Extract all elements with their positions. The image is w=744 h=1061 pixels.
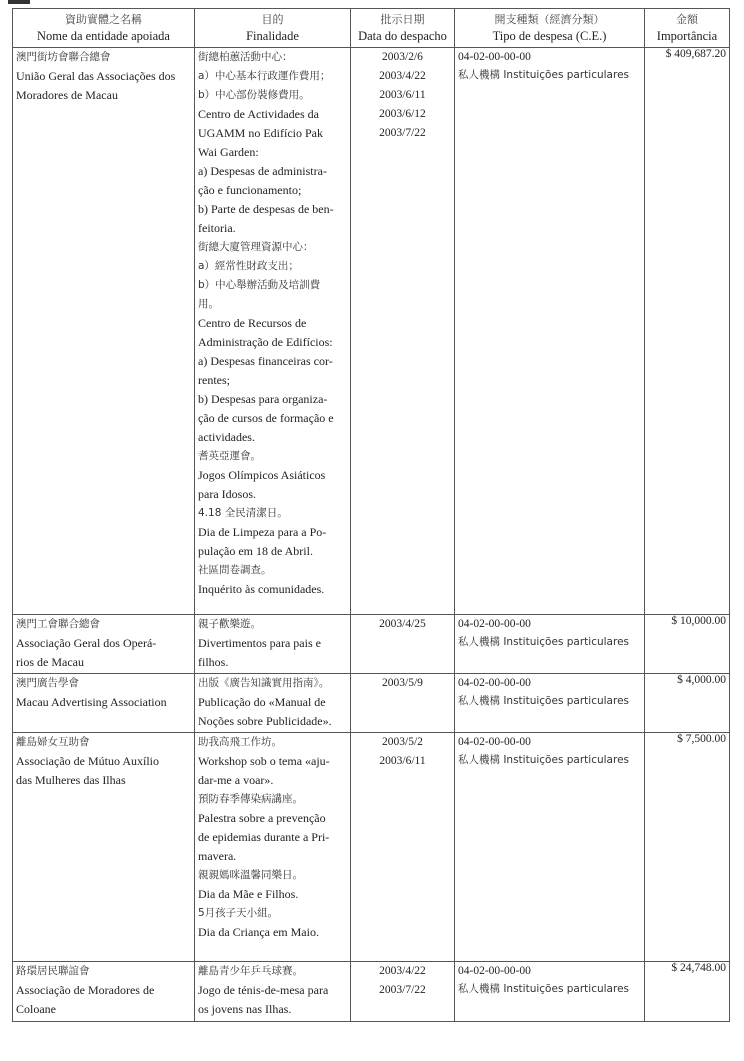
purpose-line: 社區問卷調查。	[198, 564, 272, 576]
purpose-line: 預防春季傳染病講座。	[198, 793, 303, 805]
purpose-line: 4.18 全民清潔日。	[198, 507, 288, 519]
purpose-line: ção e funcionamento;	[198, 183, 302, 197]
header-row	[13, 9, 730, 48]
purpose-cell	[195, 615, 351, 674]
purpose-line: 用。	[198, 298, 219, 310]
dispatch-date: 2003/6/11	[379, 755, 426, 767]
header-amount-zh: 金額	[676, 13, 698, 26]
expense-description: 私人機構 Instituições particulares	[458, 69, 629, 81]
entity-line: Associação de Mútuo Auxílio	[16, 754, 159, 768]
entity-cell	[13, 674, 195, 733]
purpose-line: rentes;	[198, 373, 230, 387]
amount-cell	[645, 962, 730, 1022]
purpose-line: Publicação do «Manual de	[198, 695, 326, 709]
entity-cell	[13, 615, 195, 674]
purpose-line: 離島青少年乒乓球賽。	[198, 965, 303, 977]
header-purpose	[195, 9, 351, 48]
entity-line: rios de Macau	[16, 655, 84, 669]
header-date-pt: Data do despacho	[358, 29, 447, 43]
date-cell	[351, 48, 455, 615]
amount-value: $ 24,748.00	[671, 962, 726, 974]
amount-cell	[645, 615, 730, 674]
purpose-line: 街總柏蕙活動中心：	[198, 51, 293, 63]
header-type-zh: 開支種類（經濟分類）	[494, 13, 605, 26]
page-corner-mark	[8, 0, 30, 4]
purpose-line: feitoria.	[198, 221, 236, 235]
entity-line: Associação Geral dos Operá-	[16, 636, 157, 650]
purpose-line: Wai Garden:	[198, 145, 259, 159]
expense-description: 私人機構 Instituições particulares	[458, 636, 629, 648]
header-amount-pt: Importância	[656, 29, 718, 43]
entity-line: Macau Advertising Association	[16, 695, 167, 709]
dispatch-date: 2003/4/22	[379, 965, 426, 977]
entity-line: 澳門工會聯合總會	[16, 618, 100, 630]
purpose-line: Centro de Recursos de	[198, 316, 307, 330]
date-cell	[351, 674, 455, 733]
expense-type-cell	[455, 962, 645, 1022]
purpose-line: os jovens nas Ilhas.	[198, 1002, 292, 1016]
purpose-line: 出版《廣告知識實用指南》。	[198, 677, 330, 689]
entity-cell	[13, 733, 195, 962]
purpose-line: a）中心基本行政運作費用；	[198, 70, 331, 82]
amount-cell	[645, 674, 730, 733]
expense-type-cell	[455, 48, 645, 615]
dispatch-date: 2003/5/2	[382, 736, 423, 748]
entity-line: das Mulheres das Ilhas	[16, 773, 126, 787]
purpose-line: de epidemias durante a Pri-	[198, 830, 330, 844]
header-date-zh: 批示日期	[380, 13, 425, 26]
entity-line: Coloane	[16, 1002, 56, 1016]
table-row	[13, 615, 730, 674]
purpose-line: filhos.	[198, 655, 229, 669]
purpose-cell	[195, 48, 351, 615]
purpose-line: a) Despesas financeiras cor-	[198, 354, 333, 368]
purpose-line: a）經常性財政支出；	[198, 260, 299, 272]
purpose-line: Dia da Mãe e Filhos.	[198, 887, 299, 901]
entity-line: Associação de Moradores de	[16, 983, 155, 997]
purpose-line: Workshop sob o tema «aju-	[198, 754, 330, 768]
purpose-line: UGAMM no Edifício Pak	[198, 126, 323, 140]
entity-cell	[13, 962, 195, 1022]
header-entity-zh: 資助實體之名稱	[65, 13, 142, 26]
entity-line: União Geral das Associações dos	[16, 69, 176, 83]
purpose-line: 親子歡樂遊。	[198, 618, 261, 630]
header-type-pt: Tipo de despesa (C.E.)	[492, 29, 607, 43]
dispatch-date: 2003/7/22	[379, 127, 426, 139]
purpose-line: Jogos Olímpicos Asiáticos	[198, 468, 326, 482]
header-entity	[13, 9, 195, 48]
entity-line: 澳門廣告學會	[16, 677, 79, 689]
purpose-line: b) Despesas para organiza-	[198, 392, 328, 406]
purpose-line: actividades.	[198, 430, 255, 444]
entity-line: 離島婦女互助會	[16, 736, 90, 748]
header-type	[455, 9, 645, 48]
purpose-line: Palestra sobre a prevenção	[198, 811, 326, 825]
purpose-cell	[195, 962, 351, 1022]
table-row	[13, 962, 730, 1022]
expense-type-cell	[455, 615, 645, 674]
expense-description: 私人機構 Instituições particulares	[458, 983, 629, 995]
table-row	[13, 48, 730, 615]
entity-line: 澳門街坊會聯合總會	[16, 51, 111, 63]
dispatch-date: 2003/2/6	[382, 51, 423, 63]
purpose-line: b）中心部份裝修費用。	[198, 89, 310, 101]
purpose-line: a) Despesas de administra-	[198, 164, 327, 178]
header-amount	[645, 9, 730, 48]
expense-type-cell	[455, 674, 645, 733]
table-row	[13, 674, 730, 733]
date-cell	[351, 962, 455, 1022]
dispatch-date: 2003/7/22	[379, 984, 426, 996]
purpose-line: Inquérito às comunidades.	[198, 582, 325, 596]
dispatch-date: 2003/5/9	[382, 677, 423, 689]
header-purpose-pt: Finalidade	[246, 29, 299, 43]
expense-code: 04-02-00-00-00	[458, 736, 531, 748]
expense-type-cell	[455, 733, 645, 962]
purpose-line: b）中心舉辦活動及培訓費	[198, 279, 321, 291]
header-date	[351, 9, 455, 48]
dispatch-date: 2003/6/11	[379, 89, 426, 101]
amount-value: $ 7,500.00	[677, 733, 726, 745]
dispatch-date: 2003/6/12	[379, 108, 426, 120]
purpose-line: para Idosos.	[198, 487, 256, 501]
date-cell	[351, 733, 455, 962]
amount-cell	[645, 733, 730, 962]
amount-cell	[645, 48, 730, 615]
expense-description: 私人機構 Instituições particulares	[458, 695, 629, 707]
expense-code: 04-02-00-00-00	[458, 51, 531, 63]
entity-line: 路環居民聯誼會	[16, 965, 90, 977]
purpose-line: Administração de Edifícios:	[198, 335, 333, 349]
purpose-line: Centro de Actividades da	[198, 107, 319, 121]
purpose-line: Noções sobre Publicidade».	[198, 714, 332, 728]
amount-value: $ 409,687.20	[665, 48, 726, 60]
header-purpose-zh: 目的	[261, 13, 284, 26]
expense-code: 04-02-00-00-00	[458, 618, 531, 630]
purpose-cell	[195, 733, 351, 962]
amount-value: $ 4,000.00	[677, 674, 726, 686]
purpose-line: b) Parte de despesas de ben-	[198, 202, 334, 216]
expense-code: 04-02-00-00-00	[458, 677, 531, 689]
purpose-line: 5月孩子天小組。	[198, 907, 279, 919]
table-row	[13, 733, 730, 962]
date-cell	[351, 615, 455, 674]
purpose-line: 耆英亞運會。	[198, 450, 261, 462]
dispatch-date: 2003/4/25	[379, 618, 426, 630]
purpose-line: 助我高飛工作坊。	[198, 736, 282, 748]
purpose-line: pulação em 18 de Abril.	[198, 544, 313, 558]
purpose-cell	[195, 674, 351, 733]
expense-description: 私人機構 Instituições particulares	[458, 754, 629, 766]
entity-line: Moradores de Macau	[16, 88, 118, 102]
header-entity-pt: Nome da entidade apoiada	[37, 29, 170, 43]
entity-cell	[13, 48, 195, 615]
purpose-line: Dia de Limpeza para a Po-	[198, 525, 327, 539]
purpose-line: mavera.	[198, 849, 237, 863]
subsidy-table	[12, 8, 730, 1022]
purpose-line: Jogo de ténis-de-mesa para	[198, 983, 329, 997]
purpose-line: 街總大廈管理資源中心：	[198, 241, 314, 253]
expense-code: 04-02-00-00-00	[458, 965, 531, 977]
amount-value: $ 10,000.00	[671, 615, 726, 627]
purpose-line: 親親媽咪溫馨同樂日。	[198, 869, 303, 881]
purpose-line: dar-me a voar».	[198, 773, 274, 787]
purpose-line: Dia da Criança em Maio.	[198, 925, 319, 939]
purpose-line: Divertimentos para pais e	[198, 636, 321, 650]
dispatch-date: 2003/4/22	[379, 70, 426, 82]
purpose-line: ção de cursos de formação e	[198, 411, 334, 425]
